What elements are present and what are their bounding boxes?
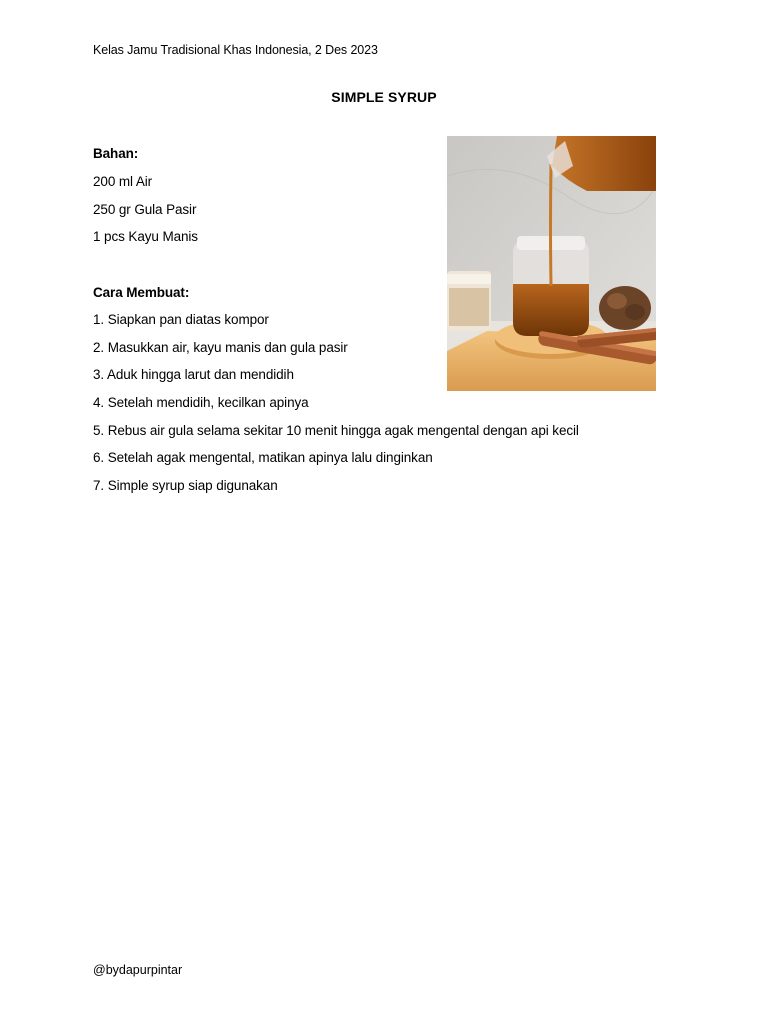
ingredient-item: 1 pcs Kayu Manis (93, 229, 198, 244)
step-item: 5. Rebus air gula selama sekitar 10 menit hingga agak mengental dengan api kecil (93, 423, 579, 438)
syrup-jar-photo (447, 136, 656, 391)
document-header: Kelas Jamu Tradisional Khas Indonesia, 2 Des 2023 (93, 43, 378, 57)
step-item: 3. Aduk hingga larut dan mendidih (93, 367, 294, 382)
recipe-title: SIMPLE SYRUP (331, 89, 437, 105)
step-item: 6. Setelah agak mengental, matikan apinya lalu dinginkan (93, 450, 433, 465)
document-footer: @bydapurpintar (93, 963, 183, 977)
step-item: 1. Siapkan pan diatas kompor (93, 312, 269, 327)
ingredient-item: 200 ml Air (93, 174, 153, 189)
steps-heading: Cara Membuat: (93, 285, 190, 300)
ingredients-heading: Bahan: (93, 146, 139, 161)
step-item: 7. Simple syrup siap digunakan (93, 478, 278, 493)
step-item: 2. Masukkan air, kayu manis dan gula pasir (93, 340, 348, 355)
step-item: 4. Setelah mendidih, kecilkan apinya (93, 395, 309, 410)
ingredient-item: 250 gr Gula Pasir (93, 202, 197, 217)
